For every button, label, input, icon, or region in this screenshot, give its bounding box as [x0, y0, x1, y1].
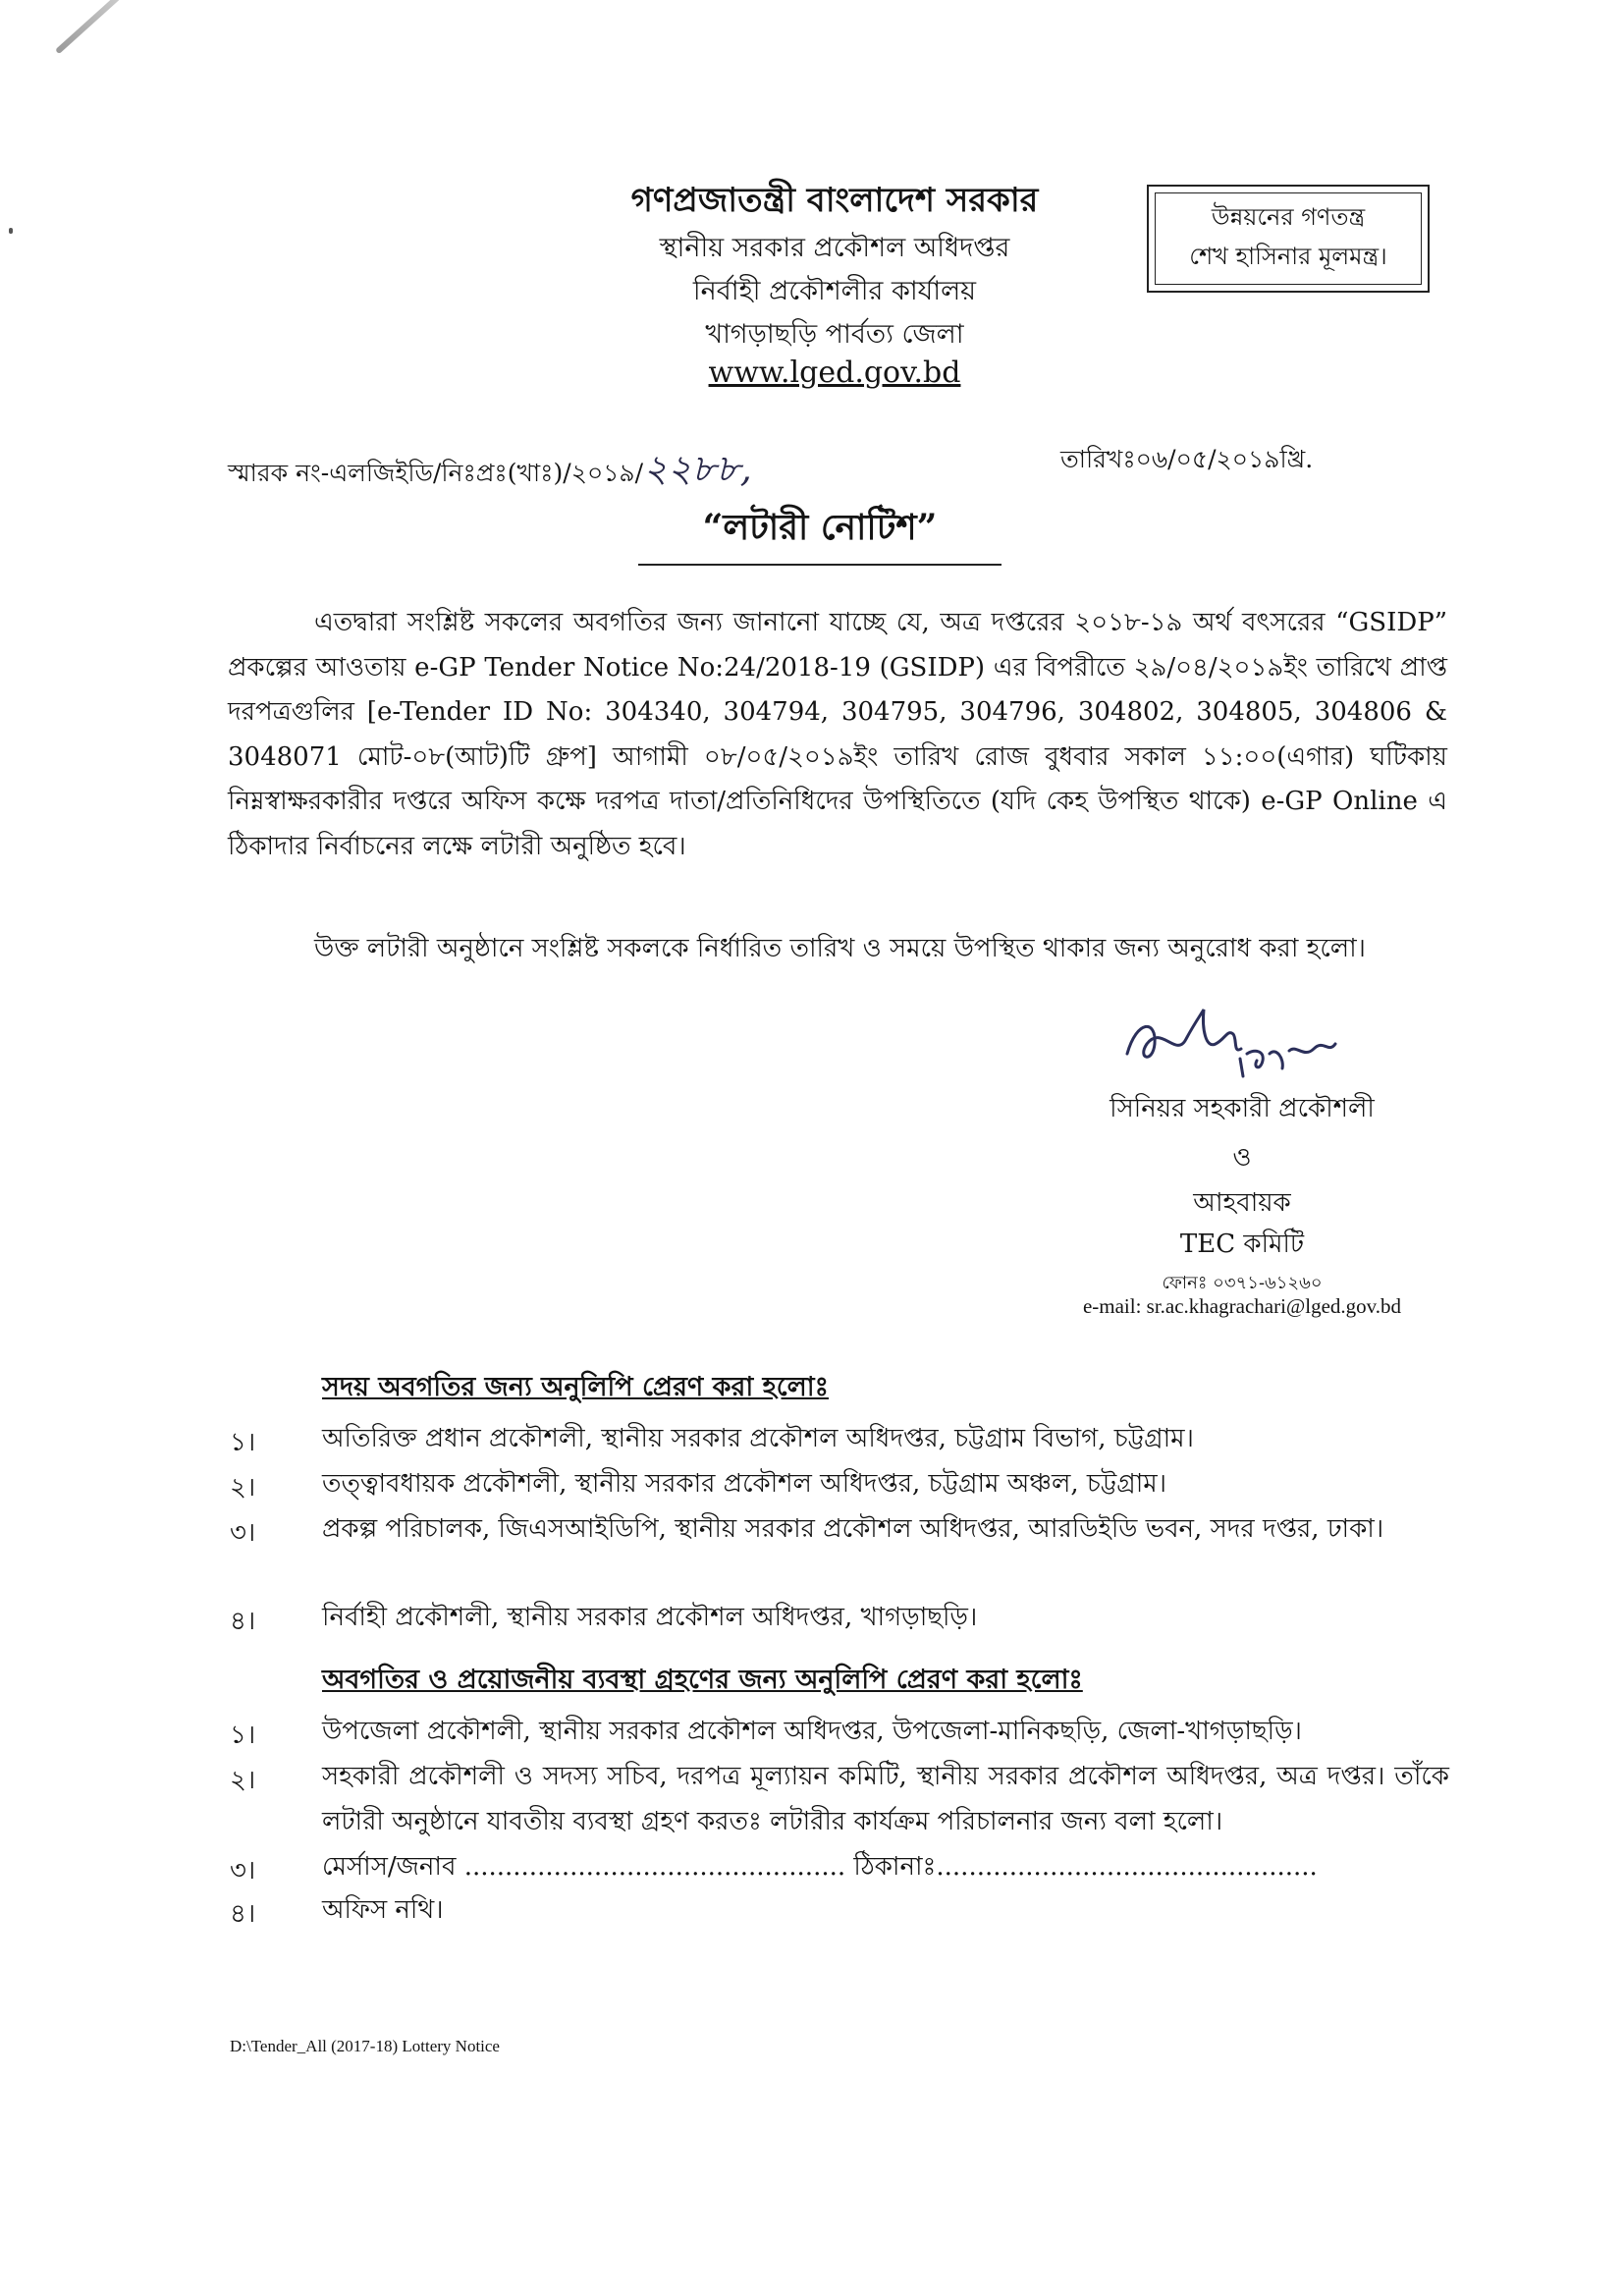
copies-action-num-4: ৪। — [230, 1899, 256, 1929]
copies-info-num-2: ২। — [230, 1473, 256, 1503]
pen-mark — [55, 0, 126, 54]
copies-action-item-4: অফিস নথি। — [322, 1895, 444, 1925]
signatory-designation: সিনিয়র সহকারী প্রকৌশলী — [1110, 1094, 1375, 1123]
copies-action-item-3: মের্সাস/জনাব ............................................... ঠিকানাঃ............................................... — [322, 1852, 1318, 1882]
memo-number-handwritten: ২২৮৮, — [643, 447, 752, 490]
copies-info-heading: সদয় অবগতির জন্য অনুলিপি প্রেরণ করা হলোঃ — [322, 1372, 829, 1402]
header-department: স্থানীয় সরকার প্রকৌশল অধিদপ্তর — [659, 233, 1010, 263]
copies-action-item-2: সহকারী প্রকৌশলী ও সদস্য সচিব, দরপত্র মূল্যায়ন কমিটি, স্থানীয় সরকার প্রকৌশল অধিদপ্তর, অত্র দপ্তর। তাঁকে লটারী অনুষ্ঠানে যাবতীয় ব্যবস্থা গ্রহণ করতঃ লটারীর কার্যক্রম পরিচালনার জন্য বলা হলো। — [322, 1762, 1449, 1836]
motto-line-1: উন্নয়নের গণতন্ত্র — [1211, 203, 1366, 231]
copies-info-item-3: প্রকল্প পরিচালক, জিএসআইডিপি, স্থানীয় সরকার প্রকৌশল অধিদপ্তর, আরডিইডি ভবন, সদর দপ্তর, ঢাকা। — [322, 1514, 1384, 1544]
copies-action-num-3: ৩। — [230, 1856, 256, 1886]
signatory-role: আহবায়ক — [1193, 1188, 1291, 1218]
copies-info-num-4: ৪। — [230, 1607, 256, 1636]
signatory-email: e-mail: sr.ac.khagrachari@lged.gov.bd — [1082, 1294, 1402, 1318]
copies-action-item-1: উপজেলা প্রকৌশলী, স্থানীয় সরকার প্রকৌশল অধিদপ্তর, উপজেলা-মানিকছড়ি, জেলা-খাগড়াছড়ি। — [322, 1717, 1302, 1746]
memo-date: তারিখঃ০৬/০৫/২০১৯খ্রি. — [1060, 445, 1314, 473]
motto-inner-frame — [1155, 192, 1422, 285]
memo-prefix: স্মারক নং-এলজিইডি/নিঃপ্রঃ(খাঃ)/২০১৯/ — [228, 459, 644, 487]
copies-action-num-1: ১। — [230, 1721, 256, 1750]
ink-speck — [9, 228, 13, 234]
motto-line-2: শেখ হাসিনার মূলমন্ত্র। — [1189, 243, 1387, 270]
header-title: গণপ্রজাতন্ত্রী বাংলাদেশ সরকার — [630, 181, 1039, 220]
memo-reference — [228, 440, 752, 503]
signatory-committee: TEC কমিটি — [1179, 1230, 1305, 1259]
copies-info-item-1: অতিরিক্ত প্রধান প্রকৌশলী, স্থানীয় সরকার প্রকৌশল অধিদপ্তর, চট্টগ্রাম বিভাগ, চট্টগ্রাম। — [322, 1424, 1194, 1453]
header-office: নির্বাহী প্রকৌশলীর কার্যালয় — [692, 276, 977, 306]
copies-action-heading: অবগতির ও প্রয়োজনীয় ব্যবস্থা গ্রহণের জন্য অনুলিপি প্রেরণ করা হলোঃ — [322, 1665, 1083, 1695]
motto-box — [1147, 185, 1430, 293]
header-district: খাগড়াছড়ি পার্বত্য জেলা — [705, 319, 964, 350]
copies-info-num-1: ১। — [230, 1428, 256, 1457]
header-website: www.lged.gov.bd — [708, 355, 961, 390]
signatory-phone: ফোনঃ ০৩৭১-৬১২৬০ — [1162, 1273, 1323, 1293]
body-paragraph-2: উক্ত লটারী অনুষ্ঠানে সংশ্লিষ্ট সকলকে নির্ধারিত তারিখ ও সময়ে উপস্থিত থাকার জন্য অনুরোধ করা হলো। — [314, 934, 1366, 963]
copies-info-num-3: ৩। — [230, 1518, 256, 1548]
notice-title: “লটারী নোটিশ” — [638, 501, 1001, 566]
copies-action-num-2: ২। — [230, 1766, 256, 1795]
copies-info-item-4: নির্বাহী প্রকৌশলী, স্থানীয় সরকার প্রকৌশল অধিদপ্তর, খাগড়াছড়ি। — [322, 1603, 978, 1632]
body-paragraph-1: এতদ্বারা সংশ্লিষ্ট সকলের অবগতির জন্য জানানো যাচ্ছে যে, অত্র দপ্তরের ২০১৮-১৯ অর্থ বৎসরের “GSIDP” প্রকল্পের আওতায় e-GP Tender Notice No:24/2018-19 (GSIDP) এর বিপরীতে ২৯/০৪/২০১৯ইং তারিখে প্রাপ্ত দরপত্রগুলির [e-Tender ID No: 304340, 304794, 304795, 304796, 304802, 304805, 304806 & 3048071 মোট-০৮(আট)টি গ্রুপ] আগামী ০৮/০৫/২০১৯ইং তারিখ রোজ বুধবার সকাল ১১:০০(এগার) ঘটিকায় নিম্নস্বাক্ষরকারীর দপ্তরে অফিস কক্ষে দরপত্র দাতা/প্রতিনিধিদের উপস্থিতিতে (যদি কেহ উপস্থিত থাকে) e-GP Online এ ঠিকাদার নির্বাচনের লক্ষে লটারী অনুষ্ঠিত হবে। — [228, 608, 1447, 861]
handwritten-signature — [1117, 1000, 1363, 1088]
file-path-footer: D:\Tender_All (2017-18) Lottery Notice — [230, 2037, 500, 2055]
signatory-conjunction: ও — [1232, 1143, 1252, 1173]
copies-info-item-2: তত্ত্বাবধায়ক প্রকৌশলী, স্থানীয় সরকার প্রকৌশল অধিদপ্তর, চট্টগ্রাম অঞ্চল, চট্টগ্রাম। — [322, 1469, 1167, 1499]
